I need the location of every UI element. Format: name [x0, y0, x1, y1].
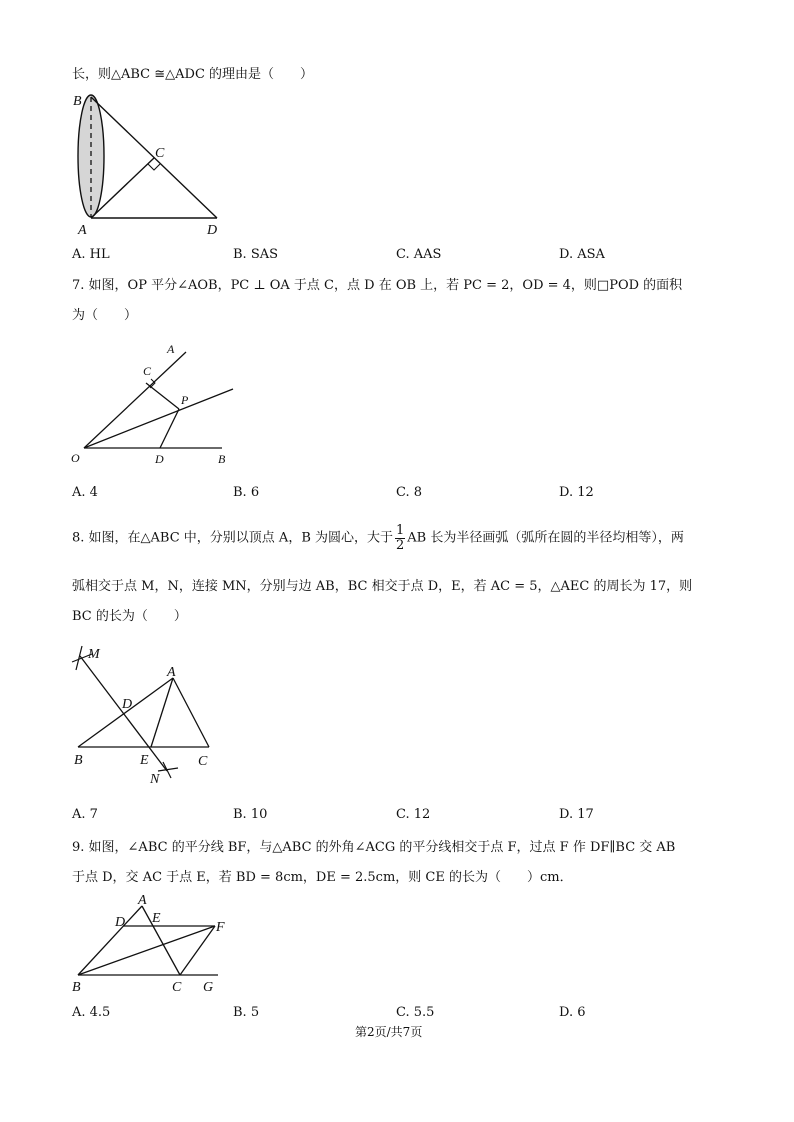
q6-label-D: D: [207, 223, 218, 238]
q7-label-C: C: [143, 364, 152, 378]
q8-label-A: A: [167, 665, 176, 680]
q9-option-b[interactable]: B. 5: [233, 1005, 260, 1020]
q9-segment-BF: [78, 926, 215, 975]
q8-label-M: M: [88, 647, 100, 662]
q8-arc-N: [158, 768, 178, 771]
q8-fraction: [395, 524, 405, 553]
q7-ray-OP: [84, 389, 233, 448]
q7-option-a[interactable]: A. 4: [72, 485, 98, 500]
q6-label-C: C: [155, 146, 165, 161]
q6-stem: 长，则△ABC ≅△ADC 的理由是（ ）: [72, 67, 314, 82]
q8-option-c[interactable]: C. 12: [396, 807, 431, 822]
q8-stem-line1: [72, 524, 684, 558]
q6-right-angle-mark: [148, 164, 160, 170]
q9-stem-line1: 9. 如图，∠ABC 的平分线 BF，与△ABC 的外角∠ACG 的平分线相交于点 F，过点 F 作 DF∥BC 交 AB: [72, 840, 676, 855]
q7-segment-PD: [160, 409, 179, 448]
q6-option-d[interactable]: D. ASA: [559, 247, 605, 262]
q8-option-a[interactable]: A. 7: [72, 807, 98, 822]
q7-figure: [70, 340, 245, 470]
q9-label-D: D: [115, 915, 126, 930]
q8-label-B: B: [74, 753, 83, 768]
q7-ray-OA: [84, 352, 186, 448]
q8-segment-BA: [78, 678, 173, 747]
q8-fraction-denominator: 2: [396, 538, 405, 553]
q9-segment-CF: [180, 926, 215, 975]
q7-label-B: B: [218, 452, 226, 466]
q8-stem-line1-b: AB 长为半径画弧（弧所在圆的半径均相等），两: [407, 530, 684, 546]
q7-stem-line2: 为（ ）: [72, 308, 138, 323]
q6-label-A: A: [78, 223, 87, 238]
q8-stem-line1-a: 8. 如图，在△ABC 中，分别以顶点 A，B 为圆心，大于: [72, 530, 394, 546]
q8-fraction-numerator: 1: [396, 523, 405, 538]
q9-label-C: C: [172, 980, 182, 995]
q7-label-P: P: [181, 393, 189, 407]
page-number: 第2页/共7页: [355, 1025, 423, 1039]
q8-segment-AE: [151, 678, 173, 747]
q8-option-d[interactable]: D. 17: [559, 807, 594, 822]
q9-label-G: G: [203, 980, 214, 995]
q9-option-c[interactable]: C. 5.5: [396, 1005, 435, 1020]
q7-label-O: O: [71, 451, 80, 465]
q9-label-A: A: [138, 893, 147, 908]
q7-stem-line1: 7. 如图，OP 平分∠AOB，PC ⊥ OA 于点 C，点 D 在 OB 上，若 PC = 2，OD = 4，则□POD 的面积: [72, 278, 683, 293]
q9-option-d[interactable]: D. 6: [559, 1005, 586, 1020]
q6-option-c[interactable]: C. AAS: [396, 247, 442, 262]
q8-label-D: D: [122, 697, 133, 712]
q8-figure: [70, 640, 245, 790]
q9-label-F: F: [216, 920, 225, 935]
q8-option-b[interactable]: B. 10: [233, 807, 268, 822]
q8-stem-line2: 弧相交于点 M，N，连接 MN，分别与边 AB，BC 相交于点 D，E，若 AC = 5，△AEC 的周长为 17，则: [72, 579, 693, 594]
q9-option-a[interactable]: A. 4.5: [72, 1005, 111, 1020]
q8-label-C: C: [198, 754, 208, 769]
q7-label-A: A: [167, 342, 175, 356]
q6-figure: [70, 90, 240, 240]
q7-option-b[interactable]: B. 6: [233, 485, 260, 500]
q7-option-c[interactable]: C. 8: [396, 485, 423, 500]
q9-stem-line2: 于点 D，交 AC 于点 E，若 BD = 8cm，DE = 2.5cm，则 CE 的长为（ ）cm．: [72, 870, 573, 885]
q9-segment-BA: [78, 906, 142, 975]
q8-segment-AC: [173, 678, 209, 747]
q6-label-B: B: [73, 94, 82, 109]
q8-label-N: N: [150, 772, 160, 787]
q7-label-D: D: [155, 452, 164, 466]
q9-label-E: E: [152, 911, 161, 926]
q9-label-B: B: [72, 980, 81, 995]
q8-label-E: E: [140, 753, 149, 768]
q8-stem-line3: BC 的长为（ ）: [72, 609, 187, 624]
q6-option-a[interactable]: A. HL: [72, 247, 110, 262]
q7-option-d[interactable]: D. 12: [559, 485, 594, 500]
q6-option-b[interactable]: B. SAS: [233, 247, 279, 262]
q9-figure: [70, 893, 235, 998]
